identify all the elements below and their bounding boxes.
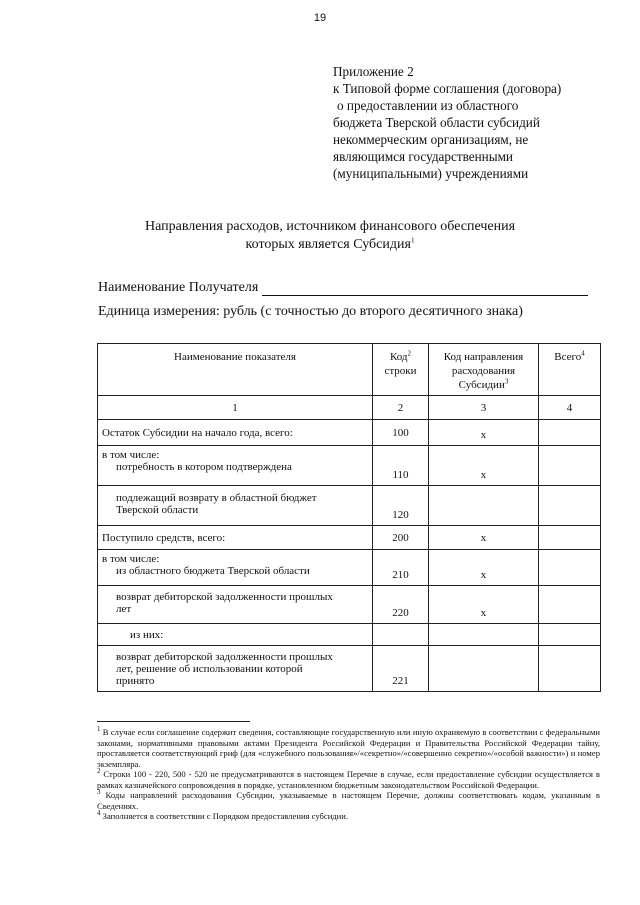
row-label [98,486,373,526]
header-total-text: Всего [554,351,582,363]
row-direction: x [429,526,539,550]
header-direction-text-3: Субсидии [458,379,505,391]
header-code-text-2: строки [384,365,417,377]
row-label-line: лет [116,603,132,615]
row-total [539,486,601,526]
title-line-2 [80,236,580,254]
row-label-line: возврат дебиторской задолженности прошлых [116,651,333,663]
row-code: 200 [373,526,429,550]
row-label-line: в том числе: [102,553,160,565]
recipient-field [98,280,588,296]
row-label-line: принято [116,675,155,687]
row-code: 100 [373,420,429,446]
appendix-line: бюджета Тверской области субсидий [333,115,540,130]
footnote-ref: 2 [407,349,412,358]
column-numbers-row [98,396,601,420]
row-total [539,624,601,646]
table-row [98,420,601,446]
appendix-line: к Типовой форме соглашения (договора) [333,81,562,96]
row-direction [429,624,539,646]
row-code: 220 [373,586,429,624]
header-total [539,344,601,396]
row-label [98,550,373,586]
header-code-text: Код [389,351,408,363]
footnote-number: 3 [97,788,101,797]
footnote [97,790,600,811]
row-code: 120 [373,486,429,526]
footnote-separator [97,721,250,722]
row-total [539,586,601,624]
table-row [98,624,601,646]
row-direction: x [429,420,539,446]
footnote-ref: 3 [504,377,509,386]
unit-of-measure: Единица измерения: рубль (с точностью до второго десятичного знака) [98,304,523,319]
row-label-line: из областного бюджета Тверской области [116,565,310,577]
column-number: 1 [98,396,373,420]
row-total [539,446,601,486]
appendix-line: (муниципальными) учреждениями [333,166,529,181]
row-label-line: подлежащий возврату в областной бюджет [116,492,317,504]
footnote-number: 2 [97,767,101,776]
column-number: 4 [539,396,601,420]
page-number: 19 [313,12,327,24]
appendix-line: некоммерческим организациям, не [333,132,529,147]
title-line-1: Направления расходов, источником финансового обеспечения [144,219,516,234]
footnote [97,769,600,790]
table-row [98,486,601,526]
appendix-line: Приложение 2 [333,64,414,79]
footnote-text: Строки 100 - 220, 500 - 520 не предусматриваются в настоящем Перечне в случае, если предоставление субсидии осуществляется в рамках казначейского сопровождения в порядке, установленном бюджетным законодательством Российской Федерации. [97,769,600,790]
row-label-line: возврат дебиторской задолженности прошлых [116,591,333,603]
row-direction [429,486,539,526]
row-label-line: потребность в котором подтверждена [116,461,292,473]
header-indicator-name: Наименование показателя [98,344,373,396]
table-row [98,586,601,624]
footnote-number: 4 [97,809,101,818]
table-header-row [98,344,601,396]
footnote-ref: 4 [581,349,585,358]
title-line-2-text: которых является Субсидия [245,237,411,252]
expenses-table [97,343,601,692]
row-label-line: в том числе: [102,449,160,461]
appendix-header [333,63,623,182]
row-direction: x [429,446,539,486]
footnote-ref: 1 [410,236,415,245]
row-label [98,646,373,692]
row-direction: x [429,550,539,586]
footnote [97,811,600,822]
table-row [98,526,601,550]
row-label-line: Тверской области [116,504,199,516]
row-direction: x [429,586,539,624]
header-direction-text: Код направления [443,351,524,363]
row-total [539,646,601,692]
recipient-blank-line [262,281,588,296]
row-total [539,550,601,586]
row-label [98,446,373,486]
document-title [80,218,580,254]
footnotes [97,727,600,822]
row-label-line: лет, решение об использовании которой [116,663,303,675]
table-row [98,646,601,692]
column-number: 3 [429,396,539,420]
row-label [98,586,373,624]
row-code: 110 [373,446,429,486]
row-code: 221 [373,646,429,692]
footnote-text: Коды направлений расходования Субсидии, указываемые в настоящем Перечне, должны соответствовать кодам, указанным в Сведениях. [97,790,600,811]
row-total [539,526,601,550]
footnote-number: 1 [97,725,101,734]
row-code [373,624,429,646]
table-row [98,550,601,586]
row-label: Поступило средств, всего: [98,526,373,550]
footnote-text: Заполняется в соответствии с Порядком предоставления субсидии. [100,811,349,821]
row-total [539,420,601,446]
footnote-text: В случае если соглашение содержит сведения, составляющие государственную или иную охраняемую в соответствии с федеральными законами, нормативными правовыми актами Президента Российской Федерации и Правительства Российской Федерации тайну, проставляется соответствующий гриф (для «служебного пользования»/«секретно»/«совершенно секретно»/«особой важности») и номер экземпляра. [97,727,600,769]
recipient-label: Наименование Получателя [98,280,259,295]
row-code: 210 [373,550,429,586]
header-direction-text-2: расходования [451,365,516,377]
header-direction-code [429,344,539,396]
appendix-line: являющимся государственными [333,149,513,164]
header-line-code [373,344,429,396]
column-number: 2 [373,396,429,420]
table-row [98,446,601,486]
appendix-line: о предоставлении из областного [337,98,519,113]
row-direction [429,646,539,692]
footnote [97,727,600,769]
row-label: Остаток Субсидии на начало года, всего: [98,420,373,446]
row-label: из них: [98,624,373,646]
